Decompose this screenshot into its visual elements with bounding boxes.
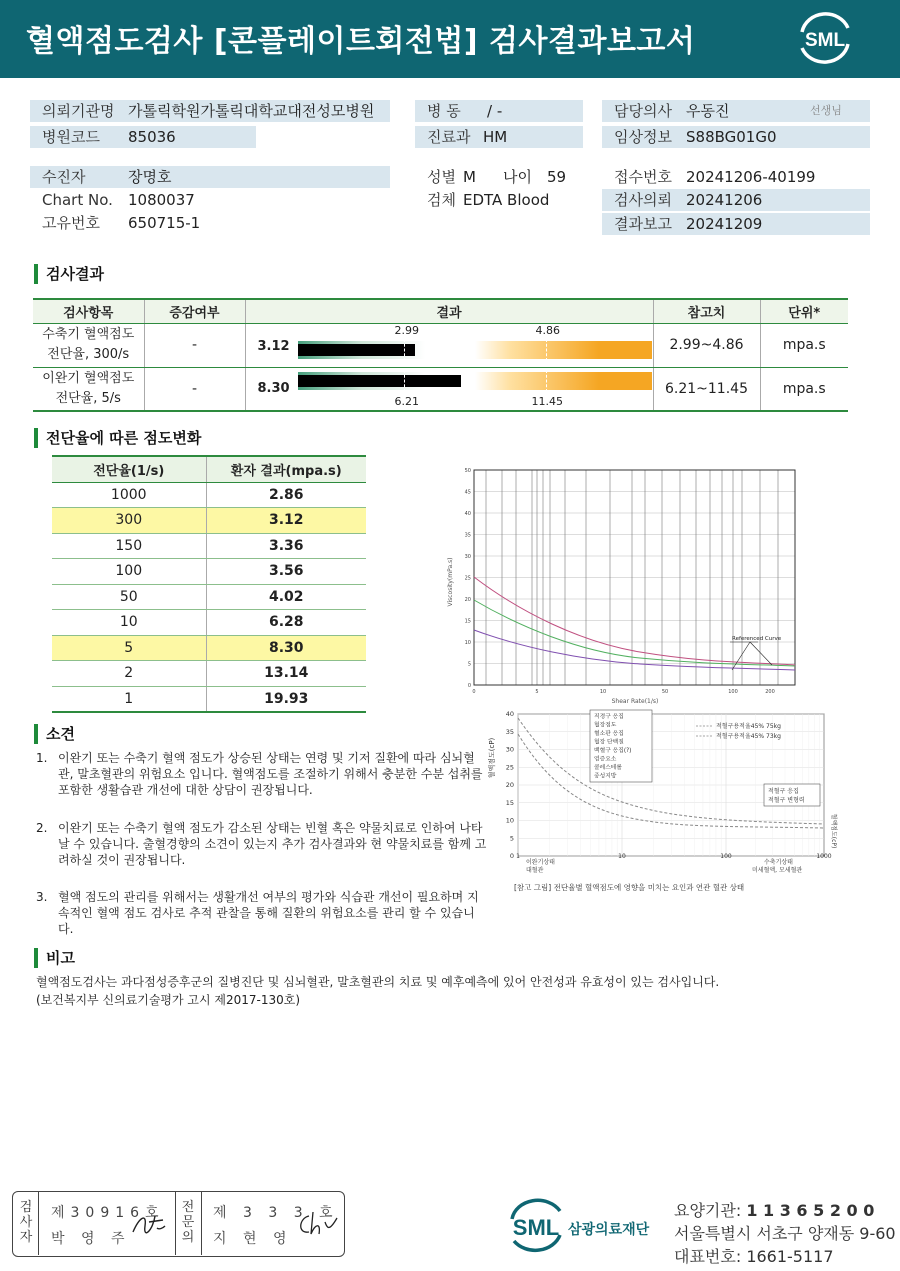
col-shear-rate: 전단율(1/s) xyxy=(52,456,206,482)
chart1-ytick: 50 xyxy=(464,468,471,474)
org-name: 삼광의료재단 xyxy=(568,1222,650,1238)
hospital-code-row: 병원코드 85036 xyxy=(30,126,256,148)
report-date-row: 결과보고 20241209 xyxy=(602,213,870,235)
receipt-row: 접수번호 20241206-40199 xyxy=(614,168,816,186)
chart2-factor-item: 중성지방 xyxy=(594,773,617,780)
chart1-ytick: 20 xyxy=(464,597,471,603)
chart2-ytick: 35 xyxy=(505,727,514,736)
chart2-factor-box xyxy=(590,710,652,782)
shear-value-cell: 6.28 xyxy=(206,610,366,636)
chart1-ytick: 25 xyxy=(464,575,471,582)
shear-row xyxy=(52,559,366,585)
shear-value-cell: 3.56 xyxy=(206,559,366,585)
shear-rate-cell: 1000 xyxy=(52,482,206,508)
result-row-systolic: 수축기 혈액점도 전단율, 300/s - 2.99 4.86 3.12 2.99~4.86 mpa.s xyxy=(33,323,848,367)
chart2-ytick: 30 xyxy=(505,745,514,754)
shear-value-cell: 19.93 xyxy=(206,686,366,712)
shear-factor-chart xyxy=(484,706,840,896)
systolic-fill xyxy=(298,344,415,356)
diastolic-fill xyxy=(298,375,461,387)
chart2-factor-item: 백혈구 응집(?) xyxy=(594,748,632,754)
col-reference: 참고치 xyxy=(653,299,760,323)
chart1-xtick: 0 xyxy=(472,689,476,695)
shear-value-cell: 3.36 xyxy=(206,533,366,559)
clinical-row: 임상정보 S88BG01G0 xyxy=(602,126,870,148)
chart2-factor-item: 혈소판 응집 xyxy=(594,731,624,737)
chart1-ytick: 10 xyxy=(464,640,471,646)
diastolic-low-mark xyxy=(404,370,405,392)
shear-section-title: 전단율에 따른 점도변화 xyxy=(34,428,201,448)
systolic-gauge: 2.99 4.86 3.12 xyxy=(245,323,653,367)
svg-text:이완기상태: 이완기상태 xyxy=(526,859,555,866)
specialist-name: 지 현 영 xyxy=(213,1231,293,1247)
institution-row: 의뢰기관명 가톨릭학원가톨릭대학교대전성모병원 xyxy=(30,100,390,122)
patient-row: 수진자 장명호 xyxy=(30,166,390,188)
opinion-section-title: 소견 xyxy=(34,724,75,744)
svg-text:SML: SML xyxy=(512,1215,560,1240)
shear-rate-cell: 2 xyxy=(52,661,206,687)
patient-name: 장명호 xyxy=(128,168,172,186)
svg-text:수축기상태: 수축기상태 xyxy=(764,859,793,866)
col-unit: 단위* xyxy=(760,299,848,323)
remark-text: 혈액점도검사는 과다점성증후군의 질병진단 및 심뇌혈관, 말초혈관의 치료 및 예후예측에 있어 안전성과 유효성이 있는 검사입니다. (보건복지부 신의료기술평가 고시 제2017-130호) xyxy=(36,975,720,1007)
chart2-ytick: 10 xyxy=(505,816,514,825)
chart2-y-ticks xyxy=(506,710,514,860)
chart2-ytick: 40 xyxy=(505,710,514,718)
diastolic-gauge: 8.30 6.21 11.45 xyxy=(245,367,653,411)
chart2-ytick: 0 xyxy=(509,852,514,860)
specialist-signature xyxy=(295,1208,339,1240)
shear-value-cell: 4.02 xyxy=(206,584,366,610)
chart2-factor-item: 혈장 단백질 xyxy=(594,739,624,746)
svg-text:적혈구 변형력: 적혈구 변형력 xyxy=(768,797,805,804)
chart2-ytick: 20 xyxy=(505,781,514,789)
chart2-xtick: 1000 xyxy=(816,853,832,860)
care-code: 요양기관: 1 1 3 6 5 2 0 0 xyxy=(674,1201,875,1220)
results-section-title: 검사결과 xyxy=(34,264,104,284)
examiner-name: 박 영 주 xyxy=(51,1231,131,1247)
chart1-y-ticks xyxy=(465,468,471,689)
shear-value-cell: 8.30 xyxy=(206,635,366,661)
unique-id-row: 고유번호 650715-1 xyxy=(42,214,201,232)
chart1-curve-middle xyxy=(474,600,795,666)
remark-section-title: 비고 xyxy=(34,948,75,968)
shear-row xyxy=(52,635,366,661)
chart1-ytick: 0 xyxy=(467,683,471,689)
chart1-xtick: 5 xyxy=(535,689,539,695)
address: 서울특별시 서초구 양재동 9-60 xyxy=(674,1224,896,1243)
col-result: 결과 xyxy=(245,299,653,323)
chart1-xtick: 50 xyxy=(661,689,669,695)
examiner-signature xyxy=(129,1208,167,1238)
chart2-ytick: 5 xyxy=(509,834,514,843)
doctor-row: 담당의사 우동진 선생님 xyxy=(602,100,870,122)
result-row-diastolic: 이완기 혈액점도 전단율, 5/s - 8.30 6.21 11.45 6.21~11.45 mpa.s xyxy=(33,367,848,411)
ward-row: 병 동 / - xyxy=(415,100,583,122)
chart2-series-label: 적혈구용적율45% 73kg xyxy=(716,733,781,740)
examiner-label: 검 사 자 xyxy=(19,1200,33,1245)
svg-text:혈액점도(cP): 혈액점도(cP) xyxy=(830,813,837,849)
chart1-xlabel: Shear Rate(1/s) xyxy=(611,698,659,705)
chart2-xtick: 10 xyxy=(618,853,626,860)
svg-text:적혈구 응집: 적혈구 응집 xyxy=(768,788,799,795)
chart1-ylabel: Viscosity(mPa.s) xyxy=(447,557,454,607)
chart1-grid xyxy=(474,470,795,685)
shear-table xyxy=(52,455,366,713)
shear-rate-cell: 300 xyxy=(52,508,206,534)
col-patient-result: 환자 결과(mpa.s) xyxy=(206,456,366,482)
chart1-xtick: 10 xyxy=(599,689,607,695)
shear-value-cell: 3.12 xyxy=(206,508,366,534)
shear-rate-cell: 150 xyxy=(52,533,206,559)
request-row: 검사의뢰 20241206 xyxy=(602,189,870,211)
specimen-row: 검체 EDTA Blood xyxy=(427,191,550,209)
specialist-number: 제 3 3 3 호 xyxy=(213,1205,339,1221)
systolic-value: 3.12 xyxy=(257,338,290,354)
shear-rate-cell: 1 xyxy=(52,686,206,712)
chart1-ytick: 5 xyxy=(467,661,471,668)
signature-box xyxy=(12,1191,345,1257)
chart2-ytick: 25 xyxy=(505,763,514,772)
dept-row: 진료과 HM xyxy=(415,126,583,148)
chart1-x-ticks xyxy=(472,689,774,695)
chart-no-row: Chart No. 1080037 xyxy=(42,191,195,209)
shear-rate-cell: 50 xyxy=(52,584,206,610)
chart1-ytick: 15 xyxy=(464,618,471,625)
shear-value-cell: 2.86 xyxy=(206,482,366,508)
col-item: 검사항목 xyxy=(33,299,144,323)
doctor-value: 우동진 xyxy=(686,102,730,120)
chart2-caption: [참고 그림] 전단율별 혈액점도에 영향을 미치는 요인과 연관 혈관 상태 xyxy=(514,883,745,892)
chart1-ytick: 30 xyxy=(464,554,471,560)
col-change: 증감여부 xyxy=(144,299,245,323)
sml-logo-icon xyxy=(796,12,854,64)
sex-age-row: 성별 M 나이 59 xyxy=(427,168,567,186)
chart1-ytick: 45 xyxy=(464,489,471,496)
shear-row xyxy=(52,661,366,687)
chart1-curve-upper xyxy=(474,577,795,665)
report-header xyxy=(0,0,900,78)
shear-row xyxy=(52,584,366,610)
chart2-factor-item: 콜레스테롤 xyxy=(594,765,622,771)
viscosity-reference-chart xyxy=(440,462,800,707)
chart1-ytick: 40 xyxy=(464,511,471,517)
chart2-xtick: 100 xyxy=(720,853,732,860)
foundation-logo xyxy=(508,1197,668,1257)
specialist-label: 전 문 의 xyxy=(181,1200,195,1245)
chart2-factor-item: 혈장점도 xyxy=(594,722,617,729)
chart2-factor-item: 직경구 응집 xyxy=(594,714,624,720)
systolic-low-mark xyxy=(404,339,405,361)
shear-row xyxy=(52,508,366,534)
svg-text:SML: SML xyxy=(804,30,846,51)
diastolic-value: 8.30 xyxy=(257,380,290,396)
chart2-factor-item: 염증요소 xyxy=(594,756,617,763)
svg-text:미세혈액, 모세혈관: 미세혈액, 모세혈관 xyxy=(752,867,803,874)
chart2-ytick: 15 xyxy=(505,798,514,807)
chart2-xtick: 1 xyxy=(516,853,520,860)
phone: 대표번호: 1661-5117 xyxy=(674,1247,834,1266)
shear-row xyxy=(52,686,366,712)
chart1-xtick: 100 xyxy=(728,689,738,695)
shear-value-cell: 13.14 xyxy=(206,661,366,687)
chart1-xtick: 200 xyxy=(765,689,775,695)
svg-text:대혈관: 대혈관 xyxy=(526,867,544,874)
shear-rate-cell: 5 xyxy=(52,635,206,661)
chart1-annotation: Referenced Curve xyxy=(732,636,782,642)
chart1-ytick: 35 xyxy=(464,532,471,539)
shear-rate-cell: 10 xyxy=(52,610,206,636)
shear-row xyxy=(52,610,366,636)
shear-row xyxy=(52,533,366,559)
chart2-ylabel: 혈액점도(cP) xyxy=(488,737,496,779)
shear-table-body xyxy=(52,482,366,712)
report-title: 혈액점도검사 [콘플레이트회전법] 검사결과보고서 xyxy=(26,24,696,59)
institution-value: 가톨릭학원가톨릭대학교대전성모병원 xyxy=(128,102,375,120)
shear-rate-cell: 100 xyxy=(52,559,206,585)
chart2-series-label: 적혈구용적율45% 75kg xyxy=(716,723,781,730)
diastolic-high-mark xyxy=(546,370,547,392)
results-table xyxy=(33,298,848,412)
examiner-number: 제30916호 xyxy=(51,1205,165,1221)
systolic-high-mark xyxy=(546,339,547,361)
shear-row xyxy=(52,482,366,508)
